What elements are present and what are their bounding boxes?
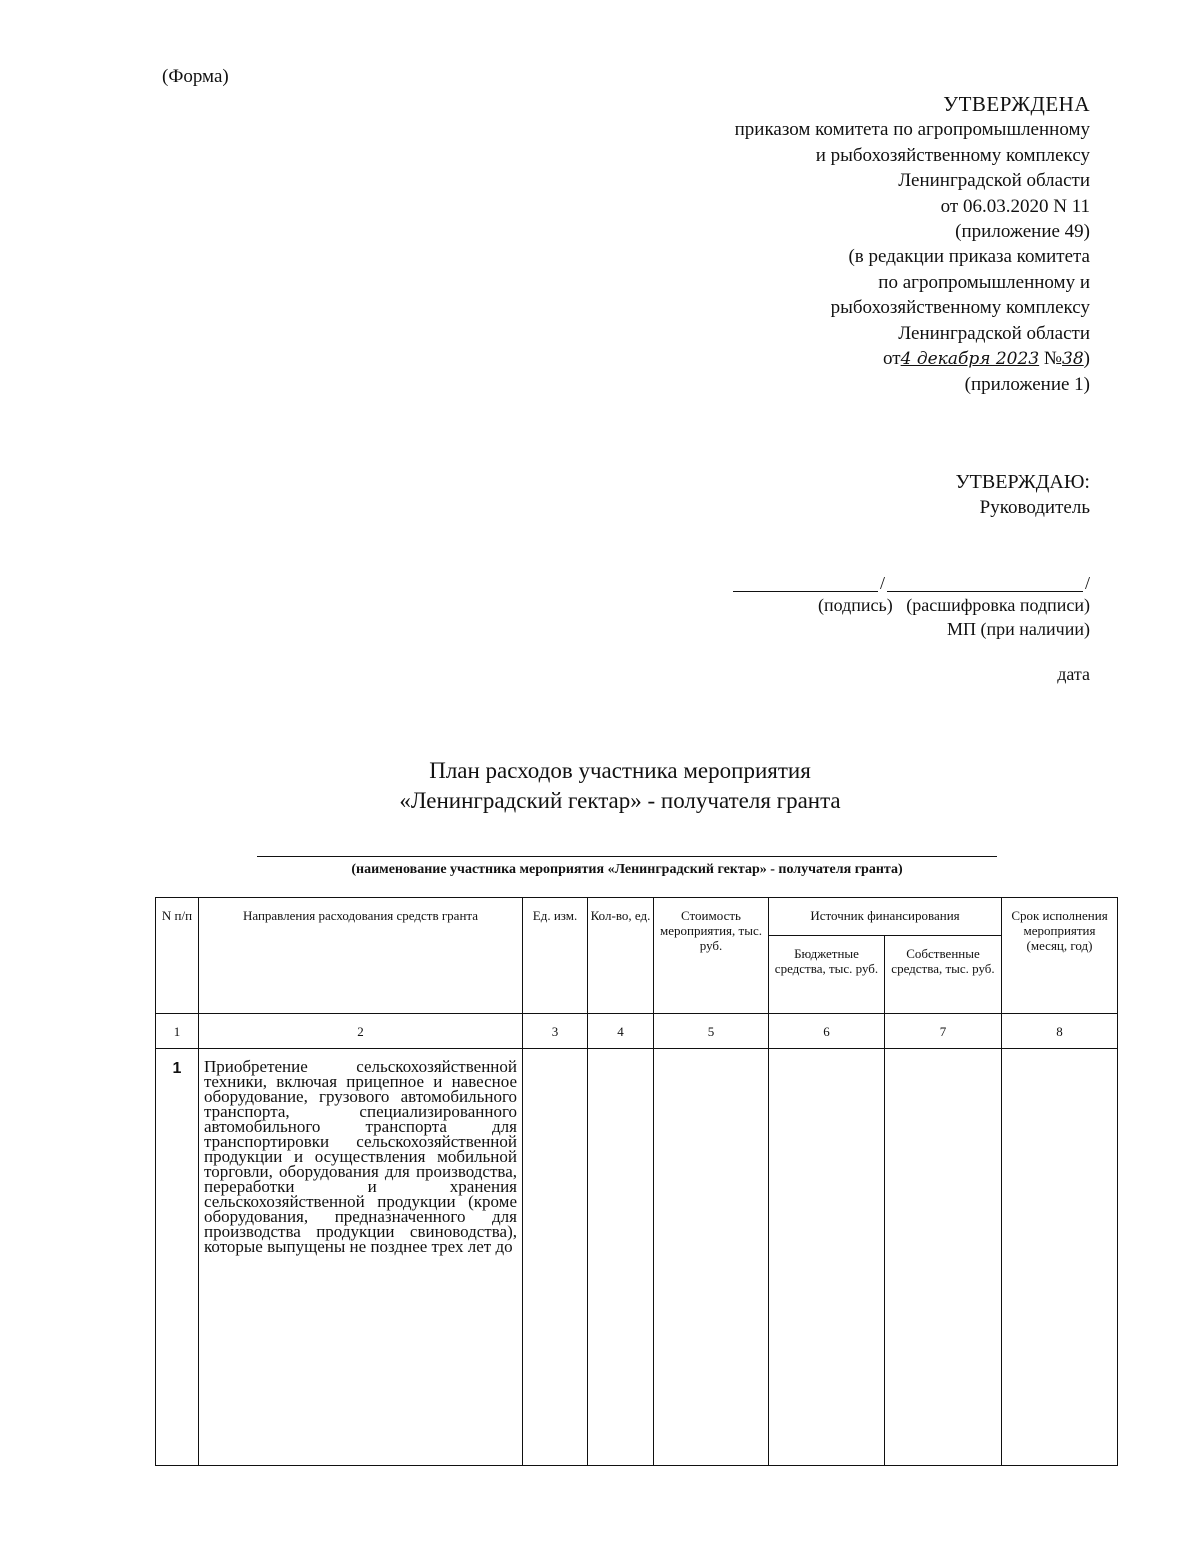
separator-slash: /: [879, 573, 885, 593]
approval-line: (приложение 49): [955, 221, 1090, 243]
approval-appendix: (приложение 1): [964, 374, 1090, 396]
expense-plan-table: [155, 897, 1118, 1466]
header-qty: Кол-во, ед.: [588, 898, 654, 1014]
signature-captions: [670, 594, 1090, 616]
title-line-1: План расходов участника мероприятия: [429, 758, 811, 783]
form-label: (Форма): [162, 66, 229, 87]
amendment-suffix: ): [1083, 348, 1090, 370]
caption-sign: (подпись): [818, 595, 893, 615]
column-number: 3: [523, 1014, 588, 1049]
amendment-line: [570, 346, 1090, 372]
column-number: 7: [885, 1014, 1002, 1049]
row-unit-cell[interactable]: [523, 1049, 588, 1466]
row-deadline-cell[interactable]: [1002, 1049, 1118, 1466]
header-cost: Стоимость мероприятия, тыс. руб.: [654, 898, 769, 1014]
amendment-prefix: от: [883, 348, 901, 370]
header-num: N п/п: [156, 898, 199, 1014]
participant-name-line[interactable]: [257, 856, 997, 857]
approve-role: Руководитель: [979, 497, 1090, 518]
amendment-date: 4 декабря 2023: [900, 349, 1040, 370]
header-unit: Ед. изм.: [523, 898, 588, 1014]
document-title: [0, 756, 1200, 816]
amendment-number: 38: [1062, 349, 1084, 370]
header-budget: Бюджетные средства, тыс. руб.: [769, 936, 885, 1014]
participant-caption: (наименование участника мероприятия «Ленинградский гектар» - получателя гранта): [351, 862, 903, 877]
approval-line: по агропромышленному и: [878, 271, 1090, 293]
title-line-2: «Ленинградский гектар» - получателя гранта: [399, 788, 841, 813]
approval-line: (в редакции приказа комитета: [848, 246, 1090, 268]
header-deadline: Срок исполнения мероприятия (месяц, год): [1002, 898, 1118, 1014]
column-number: 5: [654, 1014, 769, 1049]
approval-block: [570, 92, 1090, 398]
column-number: 2: [199, 1014, 523, 1049]
signature-block: [670, 570, 1090, 640]
signature-line[interactable]: [733, 573, 878, 592]
caption-decode: (расшифровка подписи): [906, 595, 1090, 615]
column-number: 1: [156, 1014, 199, 1049]
stamp-label: МП (при наличии): [947, 619, 1090, 639]
approve-heading: УТВЕРЖДАЮ:: [955, 471, 1090, 493]
separator-slash: /: [1084, 573, 1090, 593]
date-label: дата: [1057, 664, 1090, 684]
row-direction: Приобретение сельскохозяйственной техники, включая прицепное и навесное оборудование, грузового автомобильного транспорта, специализированного автомобильного транспорта для транспортировки сельскохозяйственной продукции и осуществления мобильной торговли, оборудования для производства, переработки и хранения сельскохозяйственной продукции (кроме оборудования, предназначенного для производства продукции свиноводства), которые выпущены не позднее трех лет до: [199, 1049, 523, 1466]
approval-line: Ленинградской области: [898, 170, 1090, 192]
approval-line: рыбохозяйственному комплексу: [830, 297, 1090, 319]
approval-line: от 06.03.2020 N 11: [940, 195, 1090, 217]
signature-decode-line[interactable]: [887, 573, 1083, 592]
row-own-cell[interactable]: [885, 1049, 1002, 1466]
header-own: Собственные средства, тыс. руб.: [885, 936, 1002, 1014]
approve-block: [690, 470, 1090, 520]
row-budget-cell[interactable]: [769, 1049, 885, 1466]
approval-line: и рыбохозяйственному комплексу: [815, 144, 1090, 166]
row-cost-cell[interactable]: [654, 1049, 769, 1466]
signature-lines: [670, 570, 1090, 592]
approval-line: Ленинградской области: [898, 322, 1090, 344]
amendment-number-label: №: [1043, 348, 1063, 370]
column-number-row: [156, 1014, 1118, 1049]
table-row: [156, 1049, 1118, 1466]
header-direction: Направления расходования средств гранта: [199, 898, 523, 1014]
column-number: 4: [588, 1014, 654, 1049]
header-source: Источник финансирования: [769, 898, 1002, 936]
column-number: 6: [769, 1014, 885, 1049]
row-qty-cell[interactable]: [588, 1049, 654, 1466]
column-number: 8: [1002, 1014, 1118, 1049]
row-number: 1: [156, 1049, 199, 1466]
approval-line: приказом комитета по агропромышленному: [734, 119, 1090, 141]
approval-heading: УТВЕРЖДЕНА: [943, 92, 1090, 116]
